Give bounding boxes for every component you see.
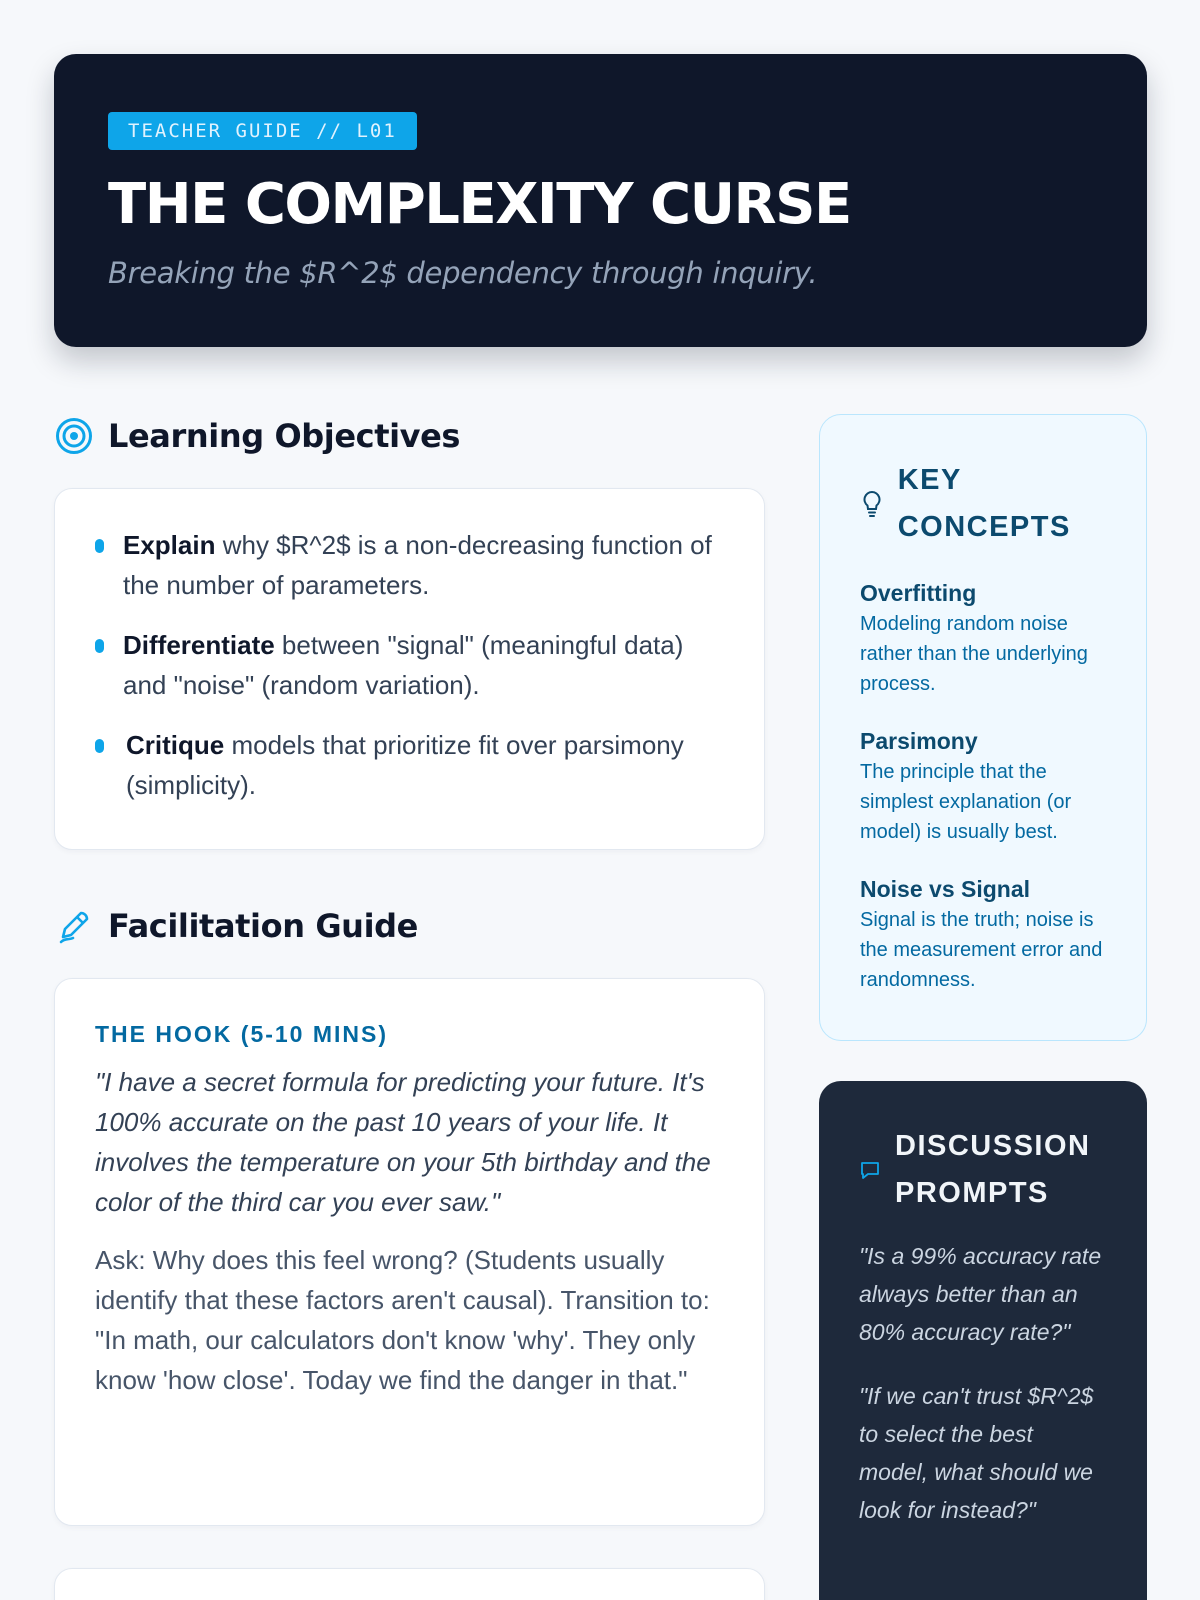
objective-verb: Differentiate [123, 630, 275, 660]
concept-term: Overfitting [860, 580, 977, 606]
facilitation-heading-label: Facilitation Guide [108, 907, 418, 945]
lightbulb-icon [860, 490, 884, 518]
objectives-card [54, 488, 765, 850]
concept-item [860, 873, 1106, 995]
page-subtitle: Breaking the $R^2$ dependency through inquiry. [108, 256, 818, 290]
guide-tag: TEACHER GUIDE // L01 [108, 112, 417, 150]
concept-item [860, 577, 1106, 699]
hook-card [54, 978, 765, 1526]
next-card [54, 1568, 765, 1600]
key-concepts-heading [860, 457, 1106, 551]
objective-verb: Critique [126, 730, 225, 760]
discussion-heading [859, 1123, 1107, 1217]
objective-text: models that prioritize fit over parsimony (simplicity). [126, 730, 684, 800]
objectives-heading-label: Learning Objectives [108, 417, 461, 455]
hero-banner [54, 54, 1147, 347]
objectives-list [95, 525, 724, 805]
concept-definition: Modeling random noise rather than the underlying process. [860, 613, 1088, 695]
concept-item [860, 725, 1106, 847]
concept-term: Noise vs Signal [860, 876, 1031, 902]
objective-item [95, 625, 724, 705]
hook-instructions: Ask: Why does this feel wrong? (Students usually identify that these factors aren't causal). Transition to: "In math, our calculators don't know 'why'. They only know 'how close'. Today we find the danger in that." [95, 1245, 710, 1395]
objective-item [95, 525, 724, 605]
objective-text: between "signal" (meaningful data) and "noise" (random variation). [123, 630, 684, 700]
objectives-heading [54, 416, 460, 456]
pen-icon [54, 906, 94, 946]
objective-verb: Explain [123, 530, 216, 560]
hook-title: THE HOOK (5-10 MINS) [95, 1021, 389, 1047]
concept-definition: Signal is the truth; noise is the measurement error and randomness. [860, 909, 1103, 991]
target-icon [54, 416, 94, 456]
discussion-prompts-panel [819, 1081, 1147, 1600]
discussion-prompt: "Is a 99% accuracy rate always better than an 80% accuracy rate?" [859, 1243, 1102, 1345]
key-concepts-panel [819, 414, 1147, 1041]
concept-definition: The principle that the simplest explanation (or model) is usually best. [860, 761, 1072, 843]
facilitation-heading [54, 906, 418, 946]
hook-quote: "I have a secret formula for predicting your future. It's 100% accurate on the past 10 years of your life. It involves the temperature on your 5th birthday and the color of the third car you ever saw." [95, 1067, 711, 1217]
discussion-prompt: "If we can't trust $R^2$ to select the best model, what should we look for instead?" [859, 1383, 1094, 1523]
discussion-heading-label: DISCUSSION PROMPTS [895, 1130, 1091, 1209]
objective-item [95, 725, 724, 805]
concept-term: Parsimony [860, 728, 978, 754]
page-title: THE COMPLEXITY CURSE [108, 172, 851, 237]
key-concepts-heading-label: KEY CONCEPTS [897, 464, 1071, 543]
chat-bubble-icon [859, 1156, 881, 1184]
objective-text: why $R^2$ is a non-decreasing function of the number of parameters. [123, 530, 712, 600]
